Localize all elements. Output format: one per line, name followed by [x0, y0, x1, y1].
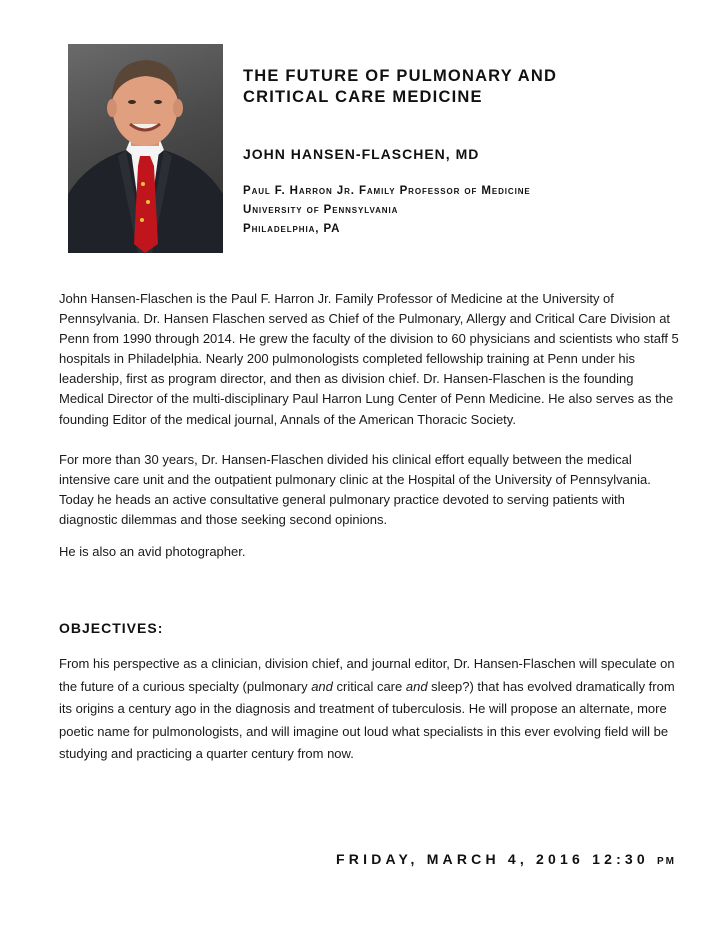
objectives-heading: OBJECTIVES: — [59, 620, 164, 636]
objectives-text-b: critical care — [332, 678, 406, 694]
speaker-location: Philadelphia, PA — [243, 223, 341, 235]
objectives-text-a: From his perspective as a clinician, division chief, and journal editor, Dr. Hansen-Flaschen will speculate on the future of a curious specialty (pulmonary — [59, 656, 675, 694]
speaker-photo — [68, 44, 223, 253]
speaker-name: JOHN HANSEN-FLASCHEN, MD — [243, 146, 480, 162]
speaker-affiliation — [243, 182, 683, 239]
speaker-position: Paul F. Harron Jr. Family Professor of Medicine — [243, 185, 531, 197]
objectives-em-a: and — [311, 678, 333, 694]
event-date-time — [336, 851, 676, 867]
event-ampm: PM — [657, 856, 676, 867]
bio-paragraph-3: He is also an avid photographer. — [59, 544, 246, 560]
objectives-text-c: sleep?) that has evolved dramatically from its origins a century ago in the diagnosis and treatment of tuberculosis. He will propose an alternate, more poetic name for pulmonologists, and will imagine out loud what specialists in this ever evolving field will be studying and practicing a quarter century from now. — [59, 678, 675, 761]
objectives-text — [59, 653, 684, 766]
document-title — [243, 66, 683, 108]
objectives-em-b: and — [405, 678, 428, 694]
header — [243, 66, 683, 239]
bio-paragraph-2: For more than 30 years, Dr. Hansen-Flaschen divided his clinical effort equally between the medical intensive care unit and the outpatient pulmonary clinic at the Hospital of the University of Pennsylvania. Today he heads an active consultative general pulmonary practice devoted to serving patients with diagnostic dilemmas and those seeking second opinions. — [59, 451, 651, 527]
bio-paragraph-1: John Hansen-Flaschen is the Paul F. Harron Jr. Family Professor of Medicine at the University of Pennsylvania. Dr. Hansen Flaschen served as Chief of the Pulmonary, Allergy and Critical Care Division at Penn from 1990 through 2014. He grew the faculty of the division to 60 physicians and scientists who staff 5 hospitals in Philadelphia. Nearly 200 pulmonologists completed fellowship training at Penn under his leadership, first as program director, and then as division chief. Dr. Hansen-Flaschen is the founding Medical Director of the multi-disciplinary Paul Harron Lung Center of Penn Medicine. He also serves as the founding Editor of the medical journal, Annals of the American Thoracic Society. — [59, 291, 679, 427]
title-line-1: THE FUTURE OF PULMONARY AND — [243, 67, 558, 85]
title-line-2: CRITICAL CARE MEDICINE — [243, 88, 483, 106]
speaker-institution: University of Pennsylvania — [243, 204, 399, 216]
event-date: FRIDAY, MARCH 4, 2016 12:30 — [336, 851, 649, 867]
speaker-bio — [59, 289, 679, 562]
